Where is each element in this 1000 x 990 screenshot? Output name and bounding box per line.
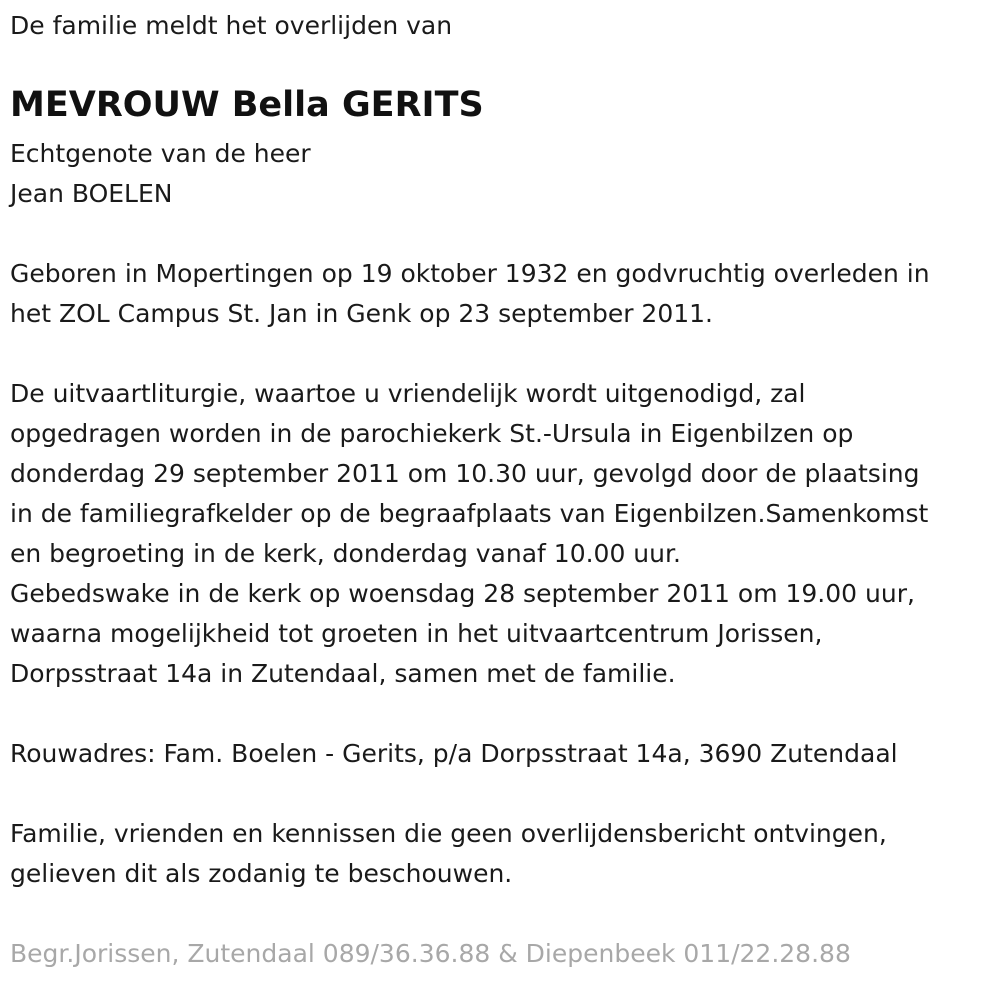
birth-death-paragraph [10, 254, 930, 334]
spouse-name: Jean BOELEN [10, 179, 173, 208]
funeral-line: waarna mogelijkheid tot groeten in het uitvaartcentrum Jorissen, [10, 619, 823, 648]
spouse-line: Echtgenote van de heer [10, 139, 311, 168]
spouse-block [10, 134, 311, 214]
funeral-line: Dorpsstraat 14a in Zutendaal, samen met de familie. [10, 659, 676, 688]
funeral-paragraph [10, 374, 928, 694]
funeral-home-footer: Begr.Jorissen, Zutendaal 089/36.36.88 & Diepenbeek 011/22.28.88 [10, 939, 851, 968]
funeral-line: donderdag 29 september 2011 om 10.30 uur, gevolgd door de plaatsing [10, 459, 920, 488]
funeral-line: De uitvaartliturgie, waartoe u vriendelijk wordt uitgenodigd, zal [10, 379, 806, 408]
funeral-line: opgedragen worden in de parochiekerk St.-Ursula in Eigenbilzen op [10, 419, 854, 448]
funeral-line: en begroeting in de kerk, donderdag vanaf 10.00 uur. [10, 539, 681, 568]
funeral-line: in de familiegrafkelder op de begraafplaats van Eigenbilzen.Samenkomst [10, 499, 929, 528]
intro-text: De familie meldt het overlijden van [10, 11, 453, 40]
notice-line: gelieven dit als zodanig te beschouwen. [10, 859, 513, 888]
mourning-address: Rouwadres: Fam. Boelen - Gerits, p/a Dorpsstraat 14a, 3690 Zutendaal [10, 739, 898, 768]
funeral-line: Gebedswake in de kerk op woensdag 28 september 2011 om 19.00 uur, [10, 579, 915, 608]
deceased-name: MEVROUW Bella GERITS [10, 85, 484, 125]
birth-line: het ZOL Campus St. Jan in Genk op 23 september 2011. [10, 299, 714, 328]
notice-paragraph [10, 814, 887, 894]
birth-line: Geboren in Mopertingen op 19 oktober 1932 en godvruchtig overleden in [10, 259, 930, 288]
notice-line: Familie, vrienden en kennissen die geen overlijdensbericht ontvingen, [10, 819, 887, 848]
